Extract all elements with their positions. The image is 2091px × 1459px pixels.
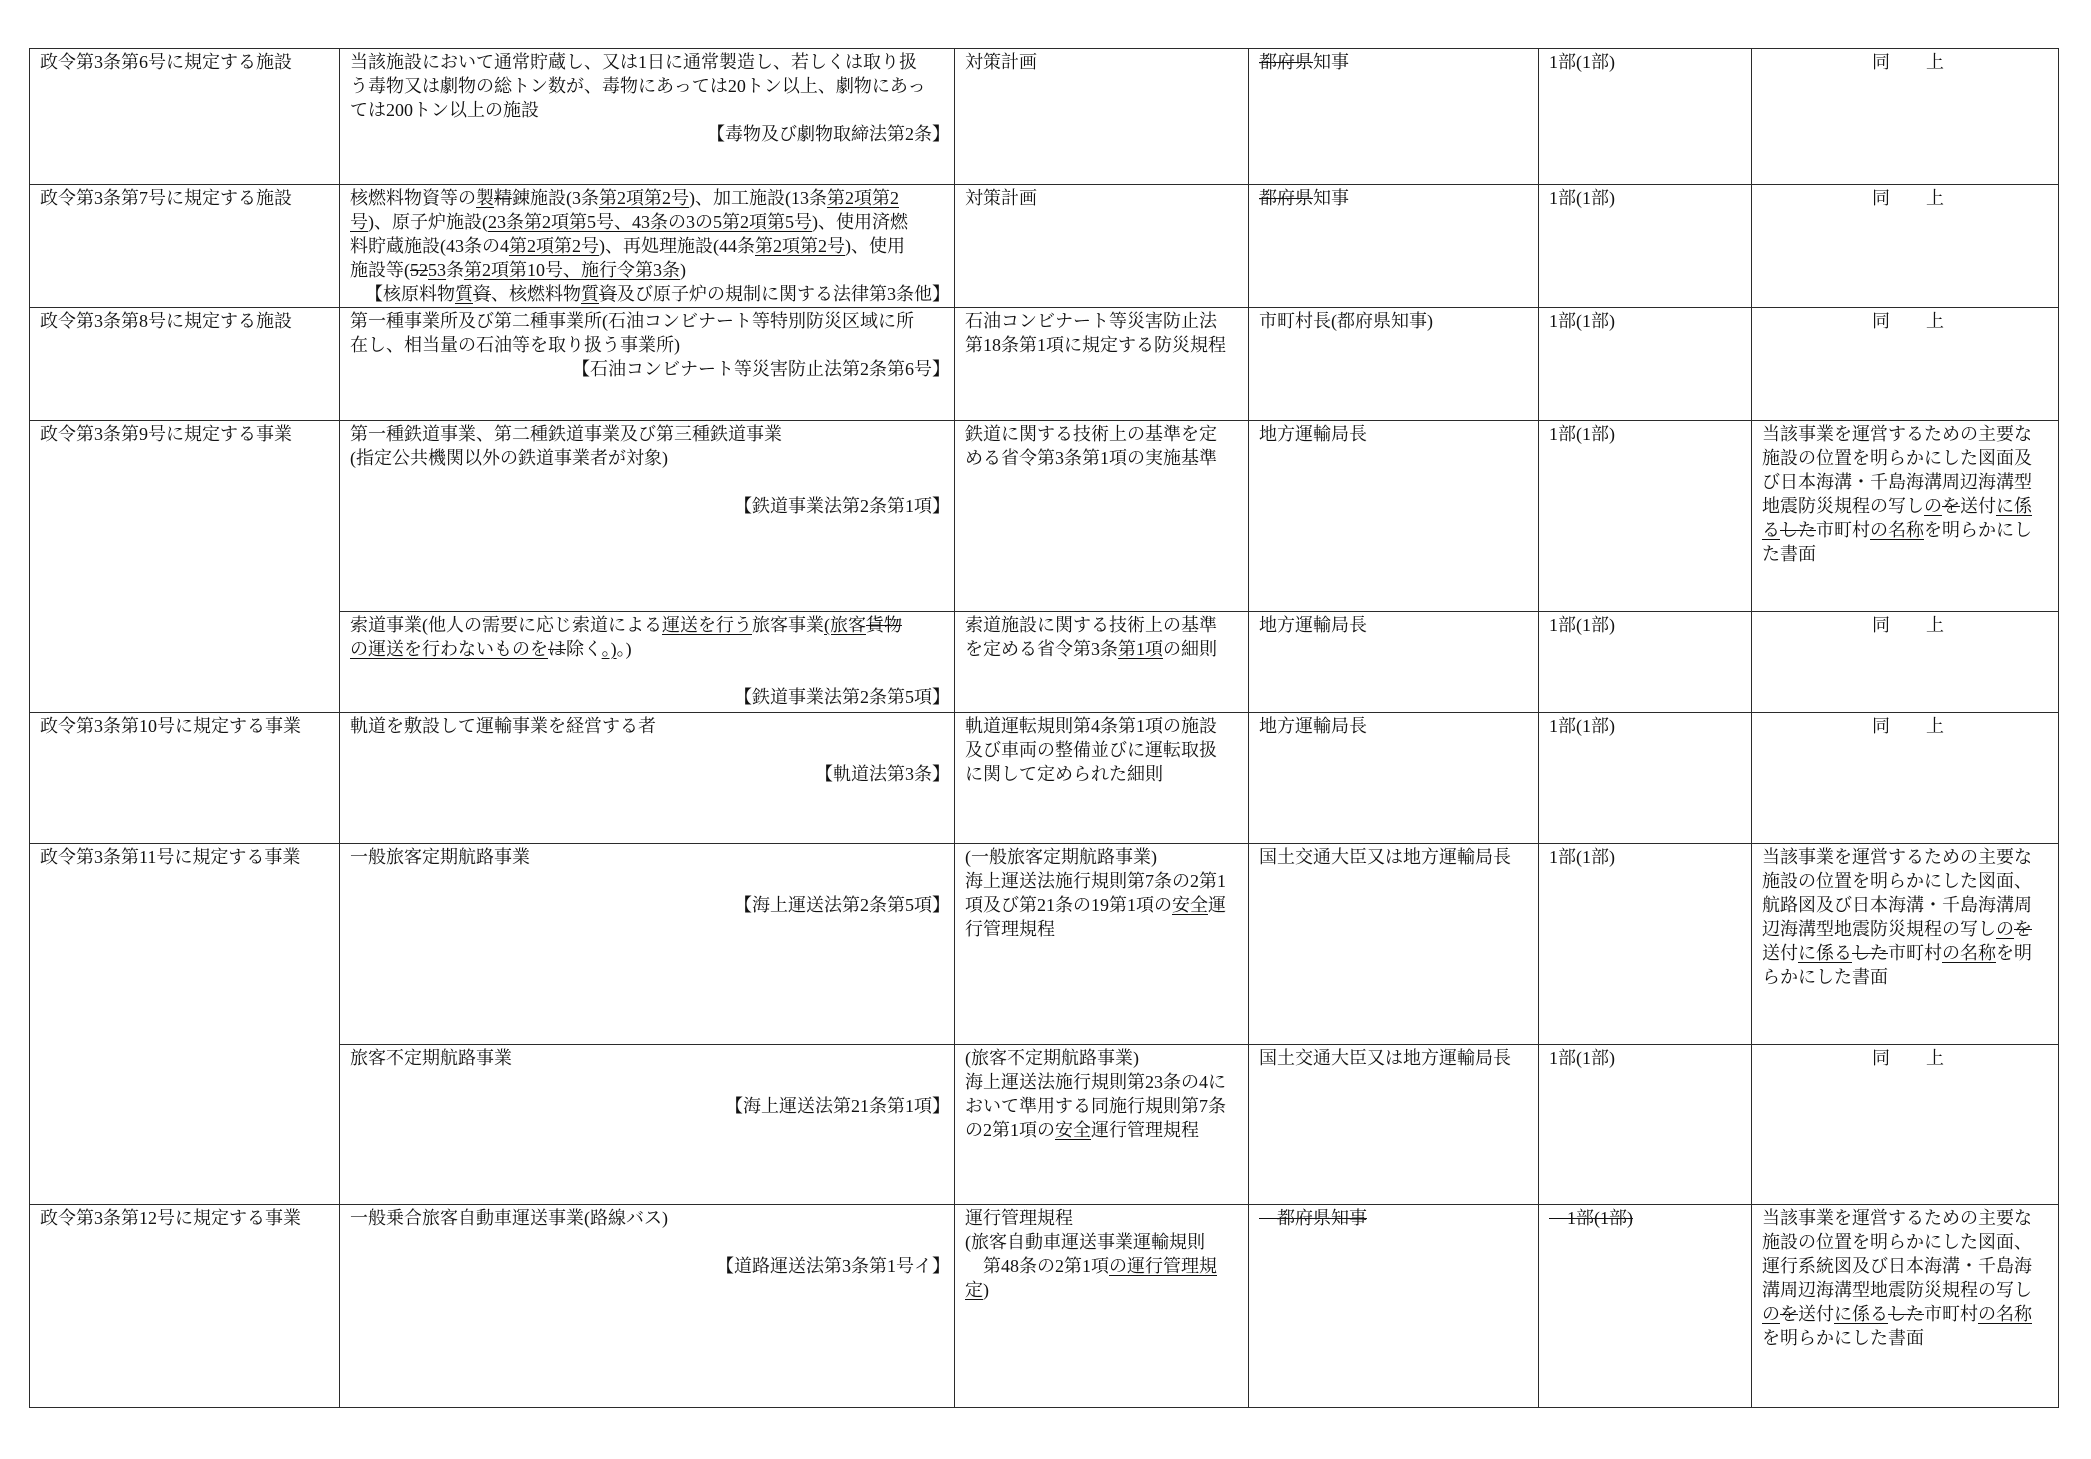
text-segment: 料貯蔵施設(43条の4 xyxy=(350,236,509,256)
text-line: 1部(1部) xyxy=(1549,424,1615,444)
text-line: 旅客不定期航路事業 xyxy=(350,1048,512,1068)
inserted-text: の名称 xyxy=(1978,1304,2032,1324)
text-line xyxy=(350,258,950,282)
text-line xyxy=(965,1278,1244,1302)
text-line: 当該事業を運営するための主要な xyxy=(1762,1208,2032,1228)
copies-cell xyxy=(1539,1045,1752,1205)
text-line xyxy=(350,210,950,234)
inserted-text: 第2項第10号、施行令第3条 xyxy=(464,260,680,280)
recipient-cell xyxy=(1249,612,1539,713)
blank-line xyxy=(350,470,950,494)
text-line: らかにした書面 xyxy=(1762,967,1888,987)
text-line: 地方運輸局長 xyxy=(1259,424,1367,444)
text-line xyxy=(350,186,950,210)
text-line: める省令第3条第1項の実施基準 xyxy=(965,448,1217,468)
text-line: 施設の位置を明らかにした図面、 xyxy=(1762,871,2032,891)
text-segment: 【核原料物 xyxy=(365,284,455,304)
inserted-text: の名称 xyxy=(1942,943,1996,963)
law-citation: 【石油コンビナート等災害防止法第2条第6号】 xyxy=(572,359,950,379)
row-label-cell xyxy=(30,713,340,844)
text-line: 溝周辺海溝型地震防災規程の写し xyxy=(1762,1280,2032,1300)
text-segment: 知事 xyxy=(1313,188,1349,208)
deleted-text: 都府県 xyxy=(1259,188,1313,208)
text-line: 市町村長(都府県知事) xyxy=(1259,311,1433,331)
ditto-mark: 同 上 xyxy=(1872,615,1944,635)
deleted-text: 都府県 xyxy=(1259,52,1313,72)
deleted-text: した xyxy=(1852,943,1888,963)
deleted-text: は xyxy=(548,639,566,659)
text-segment: 除く xyxy=(566,639,602,659)
plan-cell xyxy=(955,308,1249,421)
text-segment: を定める省令第3条 xyxy=(965,639,1118,659)
row-label-cell xyxy=(30,185,340,308)
plan-cell xyxy=(955,185,1249,308)
text-line xyxy=(965,637,1244,661)
text-line xyxy=(965,893,1244,917)
blank-line xyxy=(350,1070,950,1094)
inserted-text: 製 xyxy=(476,188,494,208)
inserted-text: の xyxy=(1996,919,2014,939)
text-line xyxy=(1259,50,1534,74)
ditto-mark: 同 上 xyxy=(1872,188,1944,208)
text-segment: 条 xyxy=(446,260,464,280)
text-line: 鉄道に関する技術上の基準を定 xyxy=(965,424,1217,444)
deleted-text: 52 xyxy=(410,260,428,280)
copies-cell xyxy=(1539,49,1752,185)
text-line: 地方運輸局長 xyxy=(1259,615,1367,635)
text-line: を明らかにした書面 xyxy=(1762,1328,1924,1348)
law-citation: 【軌道法第3条】 xyxy=(815,764,950,784)
ditto-mark: 同 上 xyxy=(1872,1048,1944,1068)
text-line: (旅客自動車運送事業運輸規則 xyxy=(965,1232,1205,1252)
blank-line xyxy=(350,1230,950,1254)
inserted-text: 定 xyxy=(965,1280,983,1300)
text-segment: の2第1項の xyxy=(965,1120,1055,1140)
text-segment: 、核燃料物 xyxy=(491,284,581,304)
row-label-cell xyxy=(30,308,340,421)
text-line: 地方運輸局長 xyxy=(1259,716,1367,736)
text-segment: 送付 xyxy=(1762,943,1798,963)
inserted-text: 23条第2項第5号、43条の3の5第2項第5号 xyxy=(488,212,812,232)
text-line: 第一種鉄道事業、第二種鉄道事業及び第三種鉄道事業 xyxy=(350,424,782,444)
recipient-cell xyxy=(1249,1205,1539,1408)
text-segment: を明 xyxy=(1996,943,2032,963)
text-segment: )、加工施設(13条 xyxy=(689,188,827,208)
copies-cell xyxy=(1539,308,1752,421)
target-cell xyxy=(340,612,955,713)
text-line: 航路図及び日本海溝・千島海溝周 xyxy=(1762,895,2032,915)
inserted-text: に係 xyxy=(1996,496,2032,516)
inserted-text: る xyxy=(1762,520,1780,540)
row-label: 政令第3条第10号に規定する事業 xyxy=(40,716,301,736)
text-line: 運行管理規程 xyxy=(965,1208,1073,1228)
table-row xyxy=(30,421,2059,612)
row-label: 政令第3条第7号に規定する施設 xyxy=(40,188,292,208)
text-segment: 項及び第21条の19第1項の xyxy=(965,895,1172,915)
text-line xyxy=(1762,518,2054,542)
text-line xyxy=(1762,941,2054,965)
inserted-text: (旅客 xyxy=(824,615,866,635)
law-citation: 【海上運送法第21条第1項】 xyxy=(725,1096,950,1116)
plan-cell xyxy=(955,1205,1249,1408)
text-line: 海上運送法施行規則第23条の4に xyxy=(965,1072,1226,1092)
text-line xyxy=(1762,1302,2054,1326)
recipient-cell xyxy=(1249,713,1539,844)
inserted-text: の xyxy=(1762,1304,1780,1324)
target-cell xyxy=(340,713,955,844)
text-segment: 旅客事業 xyxy=(752,615,824,635)
copies-cell xyxy=(1539,844,1752,1045)
inserted-text: の運送を行わないものを xyxy=(350,639,548,659)
deleted-text: した xyxy=(1780,520,1816,540)
text-line: 一般乗合旅客自動車運送事業(路線バス) xyxy=(350,1208,668,1228)
text-line: 1部(1部) xyxy=(1549,716,1615,736)
inserted-text: に係る xyxy=(1798,943,1852,963)
text-segment: )、使用 xyxy=(845,236,905,256)
text-line: (一般旅客定期航路事業) xyxy=(965,847,1157,867)
copies-cell xyxy=(1539,185,1752,308)
row-label: 政令第3条第6号に規定する施設 xyxy=(40,52,292,72)
text-segment: の細則 xyxy=(1163,639,1217,659)
deleted-text: 1部(1部) xyxy=(1549,1208,1633,1228)
text-line: 国土交通大臣又は地方運輸局長 xyxy=(1259,847,1511,867)
text-line: 対策計画 xyxy=(965,52,1037,72)
text-segment: )、原子炉施設( xyxy=(368,212,488,232)
text-line: 在し、相当量の石油等を取り扱う事業所) xyxy=(350,335,680,355)
text-segment: 市町村 xyxy=(1816,520,1870,540)
deleted-text: を xyxy=(2014,919,2032,939)
attachments-cell xyxy=(1752,713,2059,844)
designated-facilities-table xyxy=(29,48,2059,1408)
deleted-text: した xyxy=(1888,1304,1924,1324)
text-segment: 地震防災規程の写し xyxy=(1762,496,1924,516)
text-line: (旅客不定期航路事業) xyxy=(965,1048,1139,1068)
text-line: 1部(1部) xyxy=(1549,847,1615,867)
text-line xyxy=(350,234,950,258)
plan-cell xyxy=(955,1045,1249,1205)
inserted-text: 第1項 xyxy=(1118,639,1163,659)
text-segment: 知事 xyxy=(1313,52,1349,72)
deleted-text: を xyxy=(1942,496,1960,516)
text-line xyxy=(1259,186,1534,210)
row-label-cell xyxy=(30,49,340,185)
text-line xyxy=(965,1254,1244,1278)
attachments-cell xyxy=(1752,49,2059,185)
table-row xyxy=(30,49,2059,185)
text-line: び日本海溝・千島海溝周辺海溝型 xyxy=(1762,472,2032,492)
attachments-cell xyxy=(1752,612,2059,713)
copies-cell xyxy=(1539,612,1752,713)
text-segment: ) xyxy=(680,260,686,280)
text-line: 索道施設に関する技術上の基準 xyxy=(965,615,1217,635)
attachments-cell xyxy=(1752,1045,2059,1205)
inserted-text: 第2項第2号 xyxy=(755,236,845,256)
deleted-text: 貨物 xyxy=(866,615,902,635)
attachments-cell xyxy=(1752,185,2059,308)
text-line: (指定公共機関以外の鉄道事業者が対象) xyxy=(350,448,668,468)
text-segment: ) xyxy=(983,1280,989,1300)
text-line: 当該施設において通常貯蔵し、又は1日に通常製造し、若しくは取り扱 xyxy=(350,52,917,72)
inserted-text: 質 xyxy=(581,284,599,304)
text-line: 施設の位置を明らかにした図面、 xyxy=(1762,1232,2032,1252)
inserted-text: に係る xyxy=(1834,1304,1888,1324)
text-line: 1部(1部) xyxy=(1549,1048,1615,1068)
inserted-text: 第2項第2 xyxy=(827,188,899,208)
inserted-text: の名称 xyxy=(1870,520,1924,540)
text-line xyxy=(1762,494,2054,518)
text-segment: 索道事業(他人の需要に応じ索道による xyxy=(350,615,662,635)
text-line: に関して定められた細則 xyxy=(965,764,1163,784)
law-citation: 【毒物及び劇物取締法第2条】 xyxy=(707,124,950,144)
recipient-cell xyxy=(1249,185,1539,308)
text-line: 軌道運転規則第4条第1項の施設 xyxy=(965,716,1217,736)
blank-line xyxy=(350,661,950,685)
text-line: 第一種事業所及び第二種事業所(石油コンビナート等特別防災区域に所 xyxy=(350,311,914,331)
deleted-text: を xyxy=(1780,1304,1798,1324)
row-label: 政令第3条第8号に規定する施設 xyxy=(40,311,292,331)
text-line: た書面 xyxy=(1762,544,1816,564)
text-line: 運行系統図及び日本海溝・千島海 xyxy=(1762,1256,2032,1276)
row-label: 政令第3条第12号に規定する事業 xyxy=(40,1208,301,1228)
ditto-mark: 同 上 xyxy=(1872,52,1944,72)
target-cell xyxy=(340,844,955,1045)
text-line: 1部(1部) xyxy=(1549,52,1615,72)
target-cell xyxy=(340,308,955,421)
text-segment: 送付 xyxy=(1960,496,1996,516)
ditto-mark: 同 上 xyxy=(1872,716,1944,736)
deleted-text: 精 xyxy=(494,188,512,208)
inserted-text: 第2項第2号 xyxy=(509,236,599,256)
text-segment: 第48条の2第1項 xyxy=(965,1256,1109,1276)
table-body xyxy=(30,49,2059,1408)
text-line: 一般旅客定期航路事業 xyxy=(350,847,530,867)
ditto-mark: 同 上 xyxy=(1872,311,1944,331)
law-citation: 【鉄道事業法第2条第1項】 xyxy=(734,496,950,516)
row-label-cell xyxy=(30,421,340,713)
text-line xyxy=(1259,1206,1534,1230)
recipient-cell xyxy=(1249,1045,1539,1205)
table-row xyxy=(30,844,2059,1045)
text-line: 当該事業を運営するための主要な xyxy=(1762,847,2032,867)
blank-line xyxy=(350,738,950,762)
text-line xyxy=(1762,917,2054,941)
attachments-cell xyxy=(1752,308,2059,421)
text-line: 1部(1部) xyxy=(1549,188,1615,208)
table-row xyxy=(30,185,2059,308)
text-line: 国土交通大臣又は地方運輸局長 xyxy=(1259,1048,1511,1068)
attachments-cell xyxy=(1752,1205,2059,1408)
text-line: 1部(1部) xyxy=(1549,311,1615,331)
table-row xyxy=(30,713,2059,844)
inserted-text: の運行管理規 xyxy=(1109,1256,1217,1276)
recipient-cell xyxy=(1249,844,1539,1045)
text-segment: )、再処理施設(44条 xyxy=(599,236,755,256)
text-segment: 運行管理規程 xyxy=(1091,1120,1199,1140)
law-citation: 【鉄道事業法第2条第5項】 xyxy=(734,687,950,707)
row-label: 政令第3条第9号に規定する事業 xyxy=(40,424,292,444)
text-segment: 運 xyxy=(1208,895,1226,915)
text-line xyxy=(965,1118,1244,1142)
text-segment: )、使用済燃 xyxy=(812,212,908,232)
deleted-text: 資 xyxy=(599,284,617,304)
inserted-text: の xyxy=(1924,496,1942,516)
attachments-cell xyxy=(1752,421,2059,612)
recipient-cell xyxy=(1249,421,1539,612)
row-label-cell xyxy=(30,1205,340,1408)
text-segment: 送付 xyxy=(1798,1304,1834,1324)
text-line: 石油コンビナート等災害防止法 xyxy=(965,311,1217,331)
recipient-cell xyxy=(1249,308,1539,421)
text-line xyxy=(350,637,950,661)
plan-cell xyxy=(955,713,1249,844)
law-citation: 【海上運送法第2条第5項】 xyxy=(734,895,950,915)
deleted-text: 都府県知事 xyxy=(1259,1208,1367,1228)
text-segment: 。) xyxy=(616,639,632,659)
text-line: 海上運送法施行規則第7条の2第1 xyxy=(965,871,1226,891)
table-row xyxy=(30,308,2059,421)
recipient-cell xyxy=(1249,49,1539,185)
text-line: 施設の位置を明らかにした図面及 xyxy=(1762,448,2032,468)
text-line: 1部(1部) xyxy=(1549,615,1615,635)
target-cell xyxy=(340,1045,955,1205)
text-line: 対策計画 xyxy=(965,188,1037,208)
row-label-cell xyxy=(30,844,340,1205)
inserted-text: 安全 xyxy=(1172,895,1208,915)
text-line: ては200トン以上の施設 xyxy=(350,100,539,120)
inserted-text: 第2項第2号 xyxy=(599,188,689,208)
text-segment: を明らかにし xyxy=(1924,520,2032,540)
target-cell xyxy=(340,185,955,308)
text-line: 軌道を敷設して運輸事業を経営する者 xyxy=(350,716,656,736)
inserted-text: 安全 xyxy=(1055,1120,1091,1140)
copies-cell xyxy=(1539,421,1752,612)
copies-cell xyxy=(1539,713,1752,844)
text-line: 第18条第1項に規定する防災規程 xyxy=(965,335,1226,355)
blank-line xyxy=(350,869,950,893)
row-label: 政令第3条第11号に規定する事業 xyxy=(40,847,301,867)
text-segment: 市町村 xyxy=(1924,1304,1978,1324)
plan-cell xyxy=(955,49,1249,185)
plan-cell xyxy=(955,421,1249,612)
text-line: 及び車両の整備並びに運転取扱 xyxy=(965,740,1217,760)
plan-cell xyxy=(955,844,1249,1045)
text-segment: 施設等( xyxy=(350,260,410,280)
target-cell xyxy=(340,1205,955,1408)
attachments-cell xyxy=(1752,844,2059,1045)
text-segment: 辺海溝型地震防災規程の写し xyxy=(1762,919,1996,939)
text-segment: 及び原子炉の規制に関する法律第3条他】 xyxy=(617,284,950,304)
text-line: う毒物又は劇物の総トン数が、毒物にあっては20トン以上、劇物にあっ xyxy=(350,76,926,96)
inserted-text: 運送を行う xyxy=(662,615,752,635)
inserted-text: 号 xyxy=(350,212,368,232)
law-citation: 【道路運送法第3条第1号イ】 xyxy=(716,1256,950,1276)
text-line xyxy=(1549,1206,1747,1230)
text-line: 行管理規程 xyxy=(965,919,1055,939)
table-row xyxy=(30,1205,2059,1408)
copies-cell xyxy=(1539,1205,1752,1408)
target-cell xyxy=(340,421,955,612)
text-segment: 市町村 xyxy=(1888,943,1942,963)
text-line: おいて準用する同施行規則第7条 xyxy=(965,1096,1226,1116)
law-citation xyxy=(350,282,950,306)
text-line: 当該事業を運営するための主要な xyxy=(1762,424,2032,444)
deleted-text: 資 xyxy=(473,284,491,304)
inserted-text: 質 xyxy=(455,284,473,304)
inserted-text: 53 xyxy=(428,260,446,280)
inserted-text: 。) xyxy=(601,639,617,659)
text-segment: 錬施設(3条 xyxy=(512,188,599,208)
target-cell xyxy=(340,49,955,185)
text-segment: 核燃料物資等の xyxy=(350,188,476,208)
text-line xyxy=(350,613,950,637)
plan-cell xyxy=(955,612,1249,713)
